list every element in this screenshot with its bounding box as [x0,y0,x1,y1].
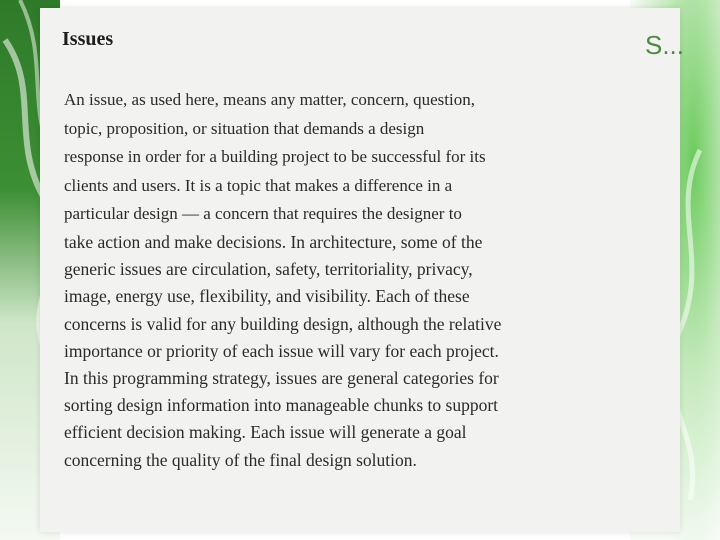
text-line: clients and users. It is a topic that makes a difference in a [64,175,453,195]
text-line: efficient decision making. Each issue will generate a goal [64,422,467,443]
text-line: concerning the quality of the final design solution. [64,449,417,470]
text-line: concerns is valid for any building design, although the relative [64,313,502,334]
text-line: An issue, as used here, means any matter, concern, question, [64,90,475,109]
text-line: particular design — a concern that requires the designer to [64,204,462,224]
text-line: sorting design information into manageable chunks to support [64,395,499,416]
text-line: generic issues are circulation, safety, territoriality, privacy, [64,259,473,280]
section-heading: Issues [62,28,114,50]
slide-title-fragment: S... [644,30,684,60]
text-line: response in order for a building project to be successful for its [64,147,486,167]
text-line: importance or priority of each issue will vary for each project. [64,340,499,361]
text-line: image, energy use, flexibility, and visibility. Each of these [64,286,470,307]
text-line: take action and make decisions. In architecture, some of the [64,231,483,252]
text-line: In this programming strategy, issues are general categories for [64,367,499,388]
text-line: topic, proposition, or situation that demands a design [64,118,425,138]
issues-paragraph [64,86,654,474]
